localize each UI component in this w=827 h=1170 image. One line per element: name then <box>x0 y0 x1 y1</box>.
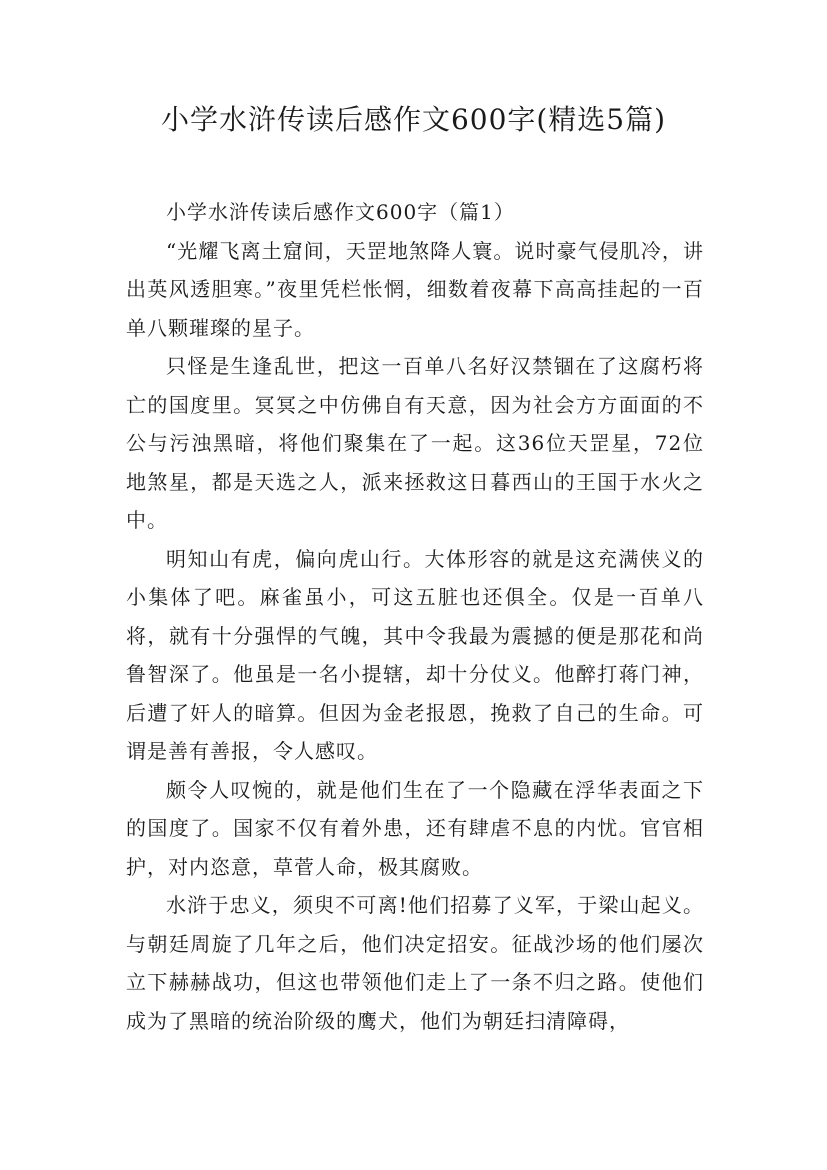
paragraph: 明知山有虎，偏向虎山行。大体形容的就是这充满侠义的小集体了吧。麻雀虽小，可这五脏也还俱全。仅是一百单八将，就有十分强悍的气魄，其中令我最为震撼的便是那花和尚鲁智深了。他虽是一名小提辖，却十分仗义。他醉打蒋门神，后遭了奸人的暗算。但因为金老报恩，挽救了自己的生命。可谓是善有善报，令人感叹。 <box>126 546 704 763</box>
section-heading: 小学水浒传读后感作文600字（篇1） <box>166 200 515 224</box>
paragraph: 水浒于忠义，须臾不可离!他们招募了义军，于梁山起义。与朝廷周旋了几年之后，他们决定招安。征战沙场的他们屡次立下赫赫战功，但这也带领他们走上了一条不归之路。使他们成为了黑暗的统治阶级的鹰犬，他们为朝廷扫清障碍， <box>126 893 704 1033</box>
document-title: 小学水浒传读后感作文600字(精选5篇) <box>160 103 667 136</box>
paragraph: 颇令人叹惋的，就是他们生在了一个隐藏在浮华表面之下的国度了。国家不仅有着外患，还有肆虐不息的内忧。官官相护，对内恣意，草菅人命，极其腐败。 <box>126 777 704 879</box>
document-body <box>126 193 704 1040</box>
paragraph: “光耀飞离土窟间，天罡地煞降人寰。说时豪气侵肌冷，讲出英风透胆寒。”夜里凭栏怅惘，细数着夜幕下高高挂起的一百单八颗璀璨的星子。 <box>126 238 704 340</box>
paragraph: 只怪是生逢乱世，把这一百单八名好汉禁锢在了这腐朽将亡的国度里。冥冥之中仿佛自有天意，因为社会方方面面的不公与污浊黑暗，将他们聚集在了一起。这36位天罡星，72位地煞星，都是天选之人，派来拯救这日暮西山的王国于水火之中。 <box>126 354 704 532</box>
